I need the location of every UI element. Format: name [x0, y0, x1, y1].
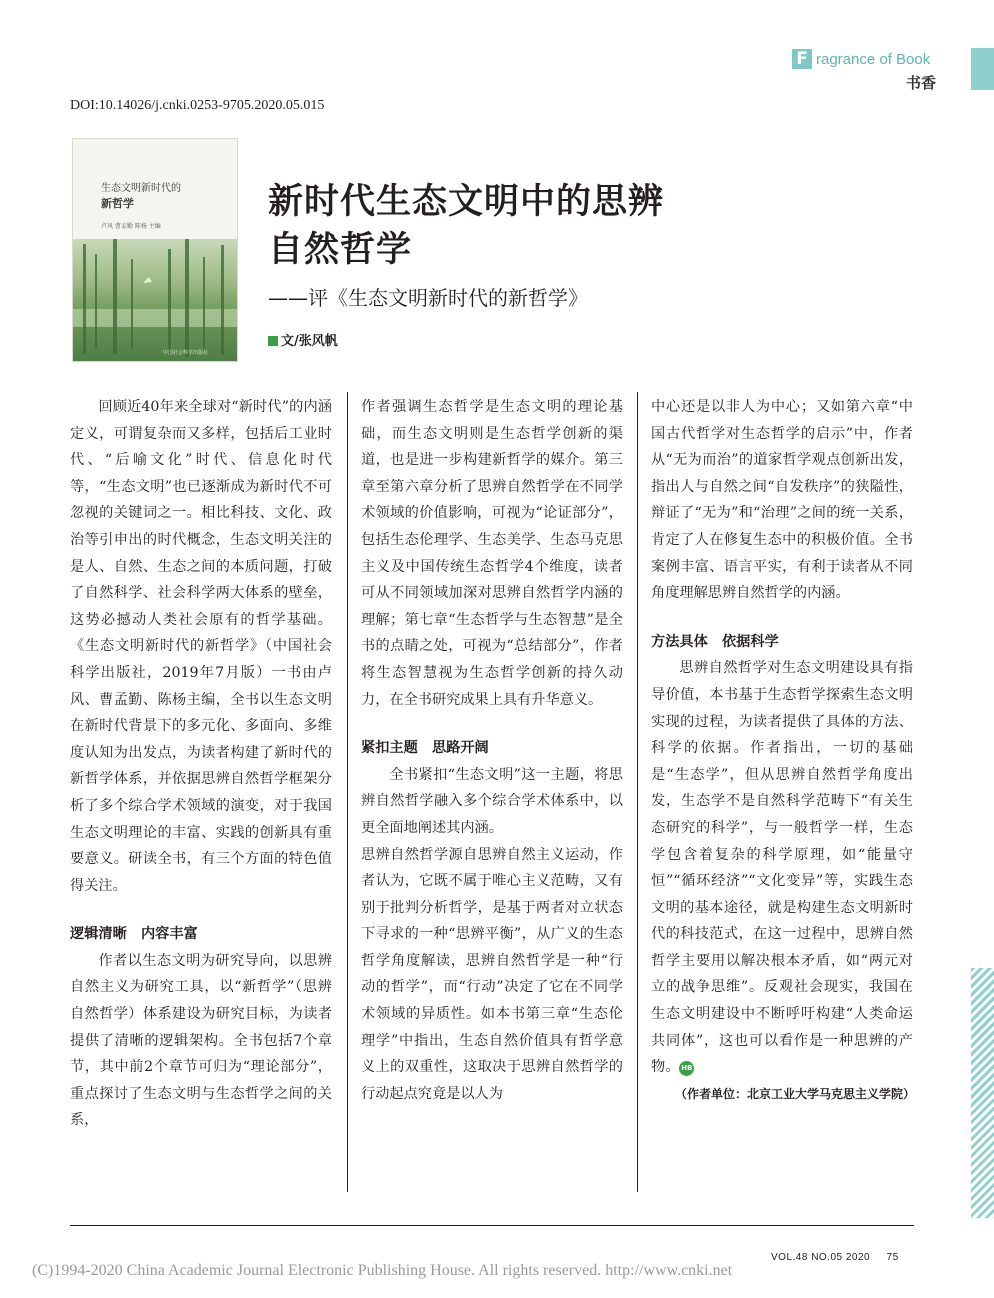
end-mark-icon: HB: [679, 1061, 694, 1076]
paragraph-continued: 中心还是以非人为中心；又如第六章“中国古代哲学对生态哲学的启示”中，作者从“无为而治”的道家哲学观点创新出发，指出人与自然之间“自发秩序”的狭隘性，辩证了“无为”和“治理”之间的统一关系，肯定了人在修复生态中的积极价值。全书案例丰富、语言平实，有利于读者从不同角度理解思辨自然哲学的内涵。: [651, 399, 913, 602]
article-title-line2: 自然哲学: [268, 230, 413, 270]
section-heading: 方法具体 依据科学: [651, 633, 779, 650]
paragraph: 思辨自然哲学源自思辨自然主义运动，作者认为，它既不属于唯心主义范畴，又有别于批判分析哲学，是基于两者对立状态下寻求的一种“思辨平衡”，从广义的生态哲学角度解读，思辨自然哲学是一种“行动的哲学”，而“行动”决定了它在不同学术领域的异质性。如本书第三章“生态伦理学”中指出，生态自然价值具有哲学意义上的双重性，这取决于思辨自然哲学的行动起点究竟是以人为: [361, 846, 623, 1102]
column-3: [651, 394, 916, 1107]
cover-authors: 卢风 曹孟勤 陈杨 主编: [101, 223, 161, 230]
volume-number: VOL.48 NO.05 2020: [771, 1252, 871, 1263]
cover-title-line2: 新哲学: [101, 197, 134, 210]
article-subtitle: ——评《生态文明新时代的新哲学》: [268, 286, 588, 310]
side-stripe-decoration: [971, 968, 994, 1218]
column-1: [70, 394, 332, 1134]
forest-illustration: [73, 239, 237, 361]
paragraph-text: 思辨自然哲学对生态文明建设具有指导价值，本书基于生态哲学探索生态文明实现的过程，为读者提供了具体的方法、科学的依据。作者指出，一切的基础是“生态学”，但从思辨自然哲学角度出发，生态学不是自然科学范畴下“有关生态研究的科学”，与一般哲学一样，生态学包含着复杂的科学原理，如“能量守恒”“循环经济”“文化变异”等，实践生态文明的基本途径，就是构建生态文明新时代的科技范式，在这一过程中，思辨自然哲学主要用以解决根本矛盾，如“两元对立的战争思维”。反观社会现实，我国在生态文明建设中不断呼吁构建“人类命运共同体”，这也可以看作是一种思辨的产物。: [651, 660, 913, 1076]
section-name-cn: 书香: [905, 74, 936, 92]
paragraph: 回顾近40年来全球对“新时代”的内涵定义，可谓复杂而又多样，包括后工业时代、“后喻文化”时代、信息化时代等，“生态文明”也已逐渐成为新时代不可忽视的关键词之一。相比科技、文化、政治等引申出的时代概念，生态文明关注的是人、自然、生态之间的本质问题，打破了自然科学、社会科学两大体系的壁垒，这势必撼动人类社会原有的哲学基础。《生态文明新时代的新哲学》（中国社会科学出版社，2019年7月版）一书由卢风、曹孟勤、陈杨主编，全书以生态文明在新时代背景下的多元化、多面向、多维度认知为出发点，为读者构建了新时代的新哲学体系，并依据思辨自然哲学框架分析了多个综合学术领域的演变，对于我国生态文明理论的丰富、实践的创新具有重要意义。研读全书，有三个方面的特色值得关注。: [70, 399, 332, 894]
section-name-en: ragrance of Book: [816, 51, 931, 68]
green-square-icon: [268, 336, 278, 346]
book-cover: [72, 138, 238, 362]
section-logo-letter: F: [792, 49, 812, 69]
section-heading: 紧扣主题 思路开阔: [361, 740, 489, 757]
header-accent-bar: [971, 48, 994, 90]
cover-title-line1: 生态文明新时代的: [101, 183, 181, 194]
paragraph: 作者以生态文明为研究导向，以思辨自然主义为研究工具，以“新哲学”（思辨自然哲学）体系建设为研究目标，为读者提供了清晰的逻辑架构。全书包括7个章节，其中前2个章节可归为“理论部分”，重点探讨了生态文明与生态哲学之间的关系，: [70, 952, 332, 1129]
author-affiliation: （作者单位：北京工业大学马克思主义学院）: [675, 1086, 916, 1101]
column-2: [361, 394, 623, 1107]
cover-photo: [73, 239, 237, 361]
article-title-line1: 新时代生态文明中的思辨: [268, 182, 665, 222]
author-name: 文/张风帆: [281, 334, 338, 349]
article-title: [268, 178, 828, 274]
paragraph: [651, 655, 913, 1081]
doi-line: DOI:10.14026/j.cnki.0253-9705.2020.05.015: [70, 98, 325, 113]
paragraph: 全书紧扣“生态文明”这一主题，将思辨自然哲学融入多个综合学术体系中，以更全面地阐述其内涵。: [361, 766, 623, 836]
footer-rule: [70, 1225, 914, 1226]
column-divider-2: [637, 392, 638, 1192]
cover-publisher: 中国社会科学出版社: [163, 350, 209, 356]
column-divider-1: [347, 392, 348, 1192]
article-byline: [268, 330, 468, 349]
page-number: 75: [886, 1252, 899, 1263]
paragraph-continued: 作者强调生态哲学是生态文明的理论基础，而生态文明则是生态哲学创新的渠道，也是进一步构建新哲学的媒介。第三章至第六章分析了思辨自然哲学在不同学术领域的价值影响，可视为“论证部分”，包括生态伦理学、生态美学、生态马克思主义及中国传统生态哲学4个维度，读者可从不同领域加深对思辨自然哲学内涵的理解；第七章“生态哲学与生态智慧”是全书的点睛之处，可视为“总结部分”，作者将生态智慧视为生态哲学创新的持久动力，在全书研究成果上具有升华意义。: [361, 399, 623, 708]
section-heading: 逻辑清晰 内容丰富: [70, 926, 198, 943]
copyright-watermark: (C)1994-2020 China Academic Journal Electronic Publishing House. All rights reserved. http://www.cnki.net: [32, 1262, 733, 1279]
